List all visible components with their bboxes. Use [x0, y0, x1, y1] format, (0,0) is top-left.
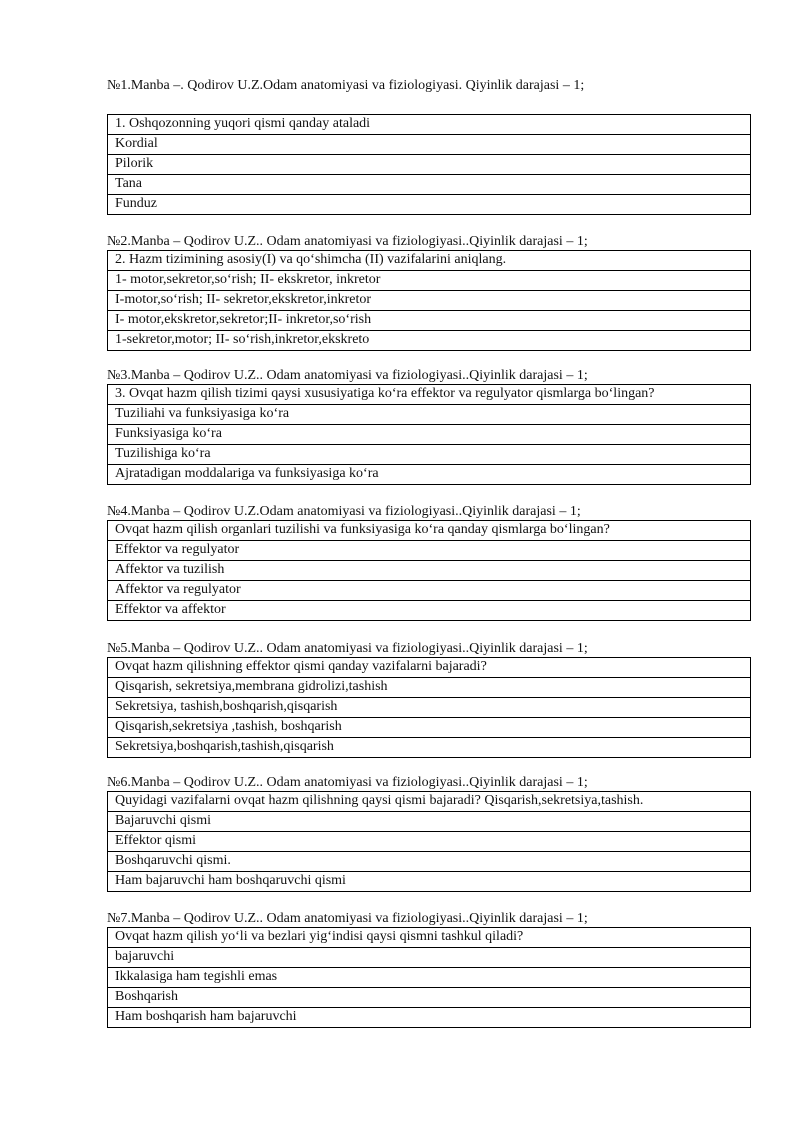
answer-option: 1- motor,sekretor,so‘rish; II- ekskretor, inkretor — [108, 271, 751, 291]
answer-option: Sekretsiya,boshqarish,tashish,qisqarish — [108, 738, 751, 758]
answer-option: Ikkalasiga ham tegishli emas — [108, 968, 751, 988]
question-table — [107, 384, 751, 485]
answer-option: Funksiyasiga ko‘ra — [108, 425, 751, 445]
answer-option: Tuzilishiga ko‘ra — [108, 445, 751, 465]
answer-option: Tana — [108, 175, 751, 195]
answer-row — [108, 445, 751, 465]
question-text: 1. Oshqozonning yuqori qismi qanday ataladi — [108, 115, 751, 135]
question-text: Ovqat hazm qilish yo‘li va bezlari yig‘indisi qaysi qismni tashkul qiladi? — [108, 928, 751, 948]
answer-option: Boshqarish — [108, 988, 751, 1008]
answer-option: Effektor va regulyator — [108, 541, 751, 561]
answer-option: Kordial — [108, 135, 751, 155]
question-row — [108, 385, 751, 405]
answer-option: Affektor va tuzilish — [108, 561, 751, 581]
question-source-header: №4.Manba – Qodirov U.Z.Odam anatomiyasi va fiziologiyasi..Qiyinlik darajasi – 1; — [107, 504, 581, 519]
answer-row — [108, 678, 751, 698]
question-block-6 — [107, 775, 751, 892]
question-row — [108, 251, 751, 271]
answer-option: Effektor va affektor — [108, 601, 751, 621]
answer-row — [108, 1008, 751, 1028]
question-row — [108, 658, 751, 678]
question-row — [108, 792, 751, 812]
question-source-header: №6.Manba – Qodirov U.Z.. Odam anatomiyasi va fiziologiyasi..Qiyinlik darajasi – 1; — [107, 775, 588, 790]
answer-row — [108, 988, 751, 1008]
answer-option: Affektor va regulyator — [108, 581, 751, 601]
answer-option: Bajaruvchi qismi — [108, 812, 751, 832]
answer-option: Ham bajaruvchi ham boshqaruvchi qismi — [108, 872, 751, 892]
answer-row — [108, 175, 751, 195]
answer-option: Pilorik — [108, 155, 751, 175]
answer-row — [108, 852, 751, 872]
question-table — [107, 250, 751, 351]
question-row — [108, 928, 751, 948]
answer-row — [108, 738, 751, 758]
answer-row — [108, 291, 751, 311]
answer-row — [108, 195, 751, 215]
answer-row — [108, 155, 751, 175]
answer-row — [108, 465, 751, 485]
answer-row — [108, 718, 751, 738]
answer-row — [108, 872, 751, 892]
question-source-header: №7.Manba – Qodirov U.Z.. Odam anatomiyasi va fiziologiyasi..Qiyinlik darajasi – 1; — [107, 911, 588, 926]
answer-row — [108, 601, 751, 621]
answer-row — [108, 311, 751, 331]
question-text: Ovqat hazm qilishning effektor qismi qanday vazifalarni bajaradi? — [108, 658, 751, 678]
answer-row — [108, 561, 751, 581]
question-text: Ovqat hazm qilish organlari tuzilishi va funksiyasiga ko‘ra qanday qismlarga bo‘lingan? — [108, 521, 751, 541]
answer-option: Sekretsiya, tashish,boshqarish,qisqarish — [108, 698, 751, 718]
question-source-header: №3.Manba – Qodirov U.Z.. Odam anatomiyasi va fiziologiyasi..Qiyinlik darajasi – 1; — [107, 368, 588, 383]
answer-row — [108, 832, 751, 852]
answer-row — [108, 331, 751, 351]
answer-row — [108, 812, 751, 832]
question-block-2 — [107, 234, 751, 351]
question-text: 2. Hazm tizimining asosiy(I) va qo‘shimcha (II) vazifalarini aniqlang. — [108, 251, 751, 271]
answer-row — [108, 271, 751, 291]
question-block-5 — [107, 641, 751, 758]
question-block-4 — [107, 504, 751, 621]
question-text: 3. Ovqat hazm qilish tizimi qaysi xususiyatiga ko‘ra effektor va regulyator qismlarga bo‘lingan? — [108, 385, 751, 405]
answer-option: 1-sekretor,motor; II- so‘rish,inkretor,ekskreto — [108, 331, 751, 351]
question-block-3 — [107, 368, 751, 485]
answer-option: Effektor qismi — [108, 832, 751, 852]
question-table — [107, 520, 751, 621]
answer-row — [108, 581, 751, 601]
answer-option: Qisqarish,sekretsiya ,tashish, boshqarish — [108, 718, 751, 738]
answer-row — [108, 135, 751, 155]
question-row — [108, 115, 751, 135]
answer-option: Tuziliahi va funksiyasiga ko‘ra — [108, 405, 751, 425]
answer-row — [108, 698, 751, 718]
question-source-header: №2.Manba – Qodirov U.Z.. Odam anatomiyasi va fiziologiyasi..Qiyinlik darajasi – 1; — [107, 234, 588, 249]
answer-option: I-motor,so‘rish; II- sekretor,ekskretor,inkretor — [108, 291, 751, 311]
question-source-header: №1.Manba –. Qodirov U.Z.Odam anatomiyasi va fiziologiyasi. Qiyinlik darajasi – 1; — [107, 78, 585, 93]
question-row — [108, 521, 751, 541]
answer-option: Boshqaruvchi qismi. — [108, 852, 751, 872]
question-table — [107, 114, 751, 215]
answer-option: Ajratadigan moddalariga va funksiyasiga ko‘ra — [108, 465, 751, 485]
question-text: Quyidagi vazifalarni ovqat hazm qilishning qaysi qismi bajaradi? Qisqarish,sekretsiya,tashish. — [108, 792, 751, 812]
question-table — [107, 657, 751, 758]
question-source-header: №5.Manba – Qodirov U.Z.. Odam anatomiyasi va fiziologiyasi..Qiyinlik darajasi – 1; — [107, 641, 588, 656]
answer-row — [108, 968, 751, 988]
answer-option: Qisqarish, sekretsiya,membrana gidrolizi,tashish — [108, 678, 751, 698]
question-block-1 — [107, 78, 751, 215]
question-block-7 — [107, 911, 751, 1028]
answer-option: I- motor,ekskretor,sekretor;II- inkretor,so‘rish — [108, 311, 751, 331]
question-table — [107, 791, 751, 892]
answer-row — [108, 541, 751, 561]
answer-option: Ham boshqarish ham bajaruvchi — [108, 1008, 751, 1028]
answer-option: bajaruvchi — [108, 948, 751, 968]
answer-row — [108, 425, 751, 445]
answer-row — [108, 405, 751, 425]
answer-option: Funduz — [108, 195, 751, 215]
answer-row — [108, 948, 751, 968]
question-table — [107, 927, 751, 1028]
